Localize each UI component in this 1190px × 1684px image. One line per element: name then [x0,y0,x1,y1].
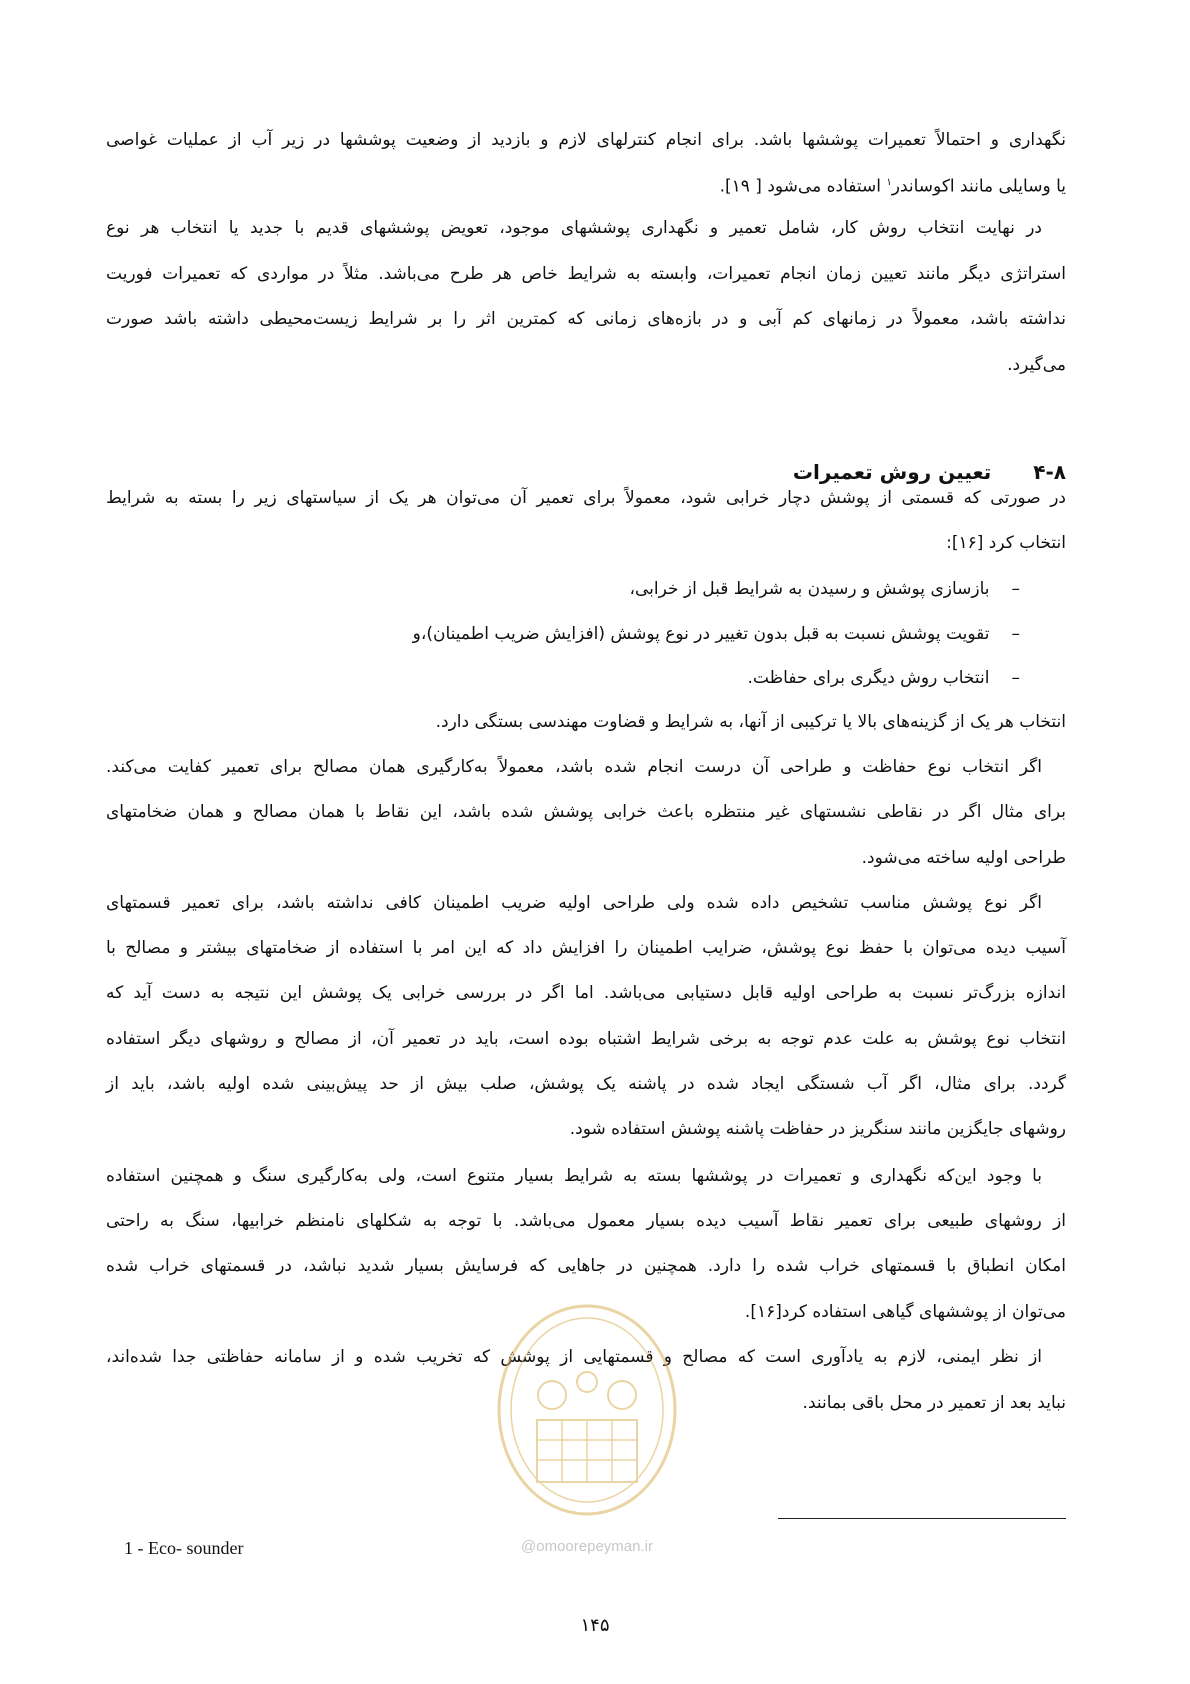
paragraph-2-line-1: در نهایت انتخاب روش کار، شامل تعمیر و نگهداری پوششهای موجود، تعویض پوششهای قدیم با جدید یا انتخاب هر نوع [106,218,1042,238]
paragraph-6-line-3: اندازه بزرگ‌تر نسبت به طراحی اولیه قابل دستیابی می‌باشد. اما اگر در بررسی خرابی یک پوشش این نتیجه به دست آید که [106,983,1066,1003]
paragraph-6-line-2: آسیب دیده می‌توان با حفظ نوع پوشش، ضرایب اطمینان را افزایش داد که این امر با استفاده از ضخامتهای بیشتر و مصالح با [106,938,1066,958]
paragraph-7-line-3: امکان انطباق با قسمتهای خراب شده را دارد. همچنین در جاهایی که فرسایش بسیار شدید نباشد، در قسمتهای خراب شده [106,1256,1066,1276]
paragraph-1-line-2 [106,170,1066,200]
section-heading [793,457,1066,487]
paragraph-3-line-1: در صورتی که قسمتی از پوشش دچار خرابی شود، معمولاً برای تعمیر آن می‌توان هر یک از سیاستهای زیر را بسته به شرایط [106,488,1066,508]
paragraph-6-line-5: گردد. برای مثال، اگر آب شستگی ایجاد شده در پاشنه یک پوشش، صلب بیش از حد پیش‌بینی شده اولیه باشد، باید از [106,1074,1066,1094]
seal-icon [492,1300,682,1532]
paragraph-7-line-4: می‌توان از پوششهای گیاهی استفاده کرد[۱۶]. [744,1302,1066,1322]
paragraph-2-line-3: نداشته باشد، معمولاً در زمانهای کم آبی و در بازه‌های زمانی که کمترین اثر را بر شرایط زیست‌محیطی داشته باشد صورت [106,309,1066,329]
paragraph-2-line-4: می‌گیرد. [1007,355,1066,375]
paragraph-1-line-1: نگهداری و احتمالاً تعمیرات پوششها باشد. برای انجام کنترلهای لازم و بازدید از وضعیت پوششها در زیر آب از عملیات غواصی [106,130,1066,150]
bullet-dash: – [1011,668,1020,688]
bullet-text: بازسازی پوشش و رسیدن به شرایط قبل از خرابی، [629,579,990,599]
paragraph-4-line-1: انتخاب هر یک از گزینه‌های بالا یا ترکیبی از آنها، به شرایط و قضاوت مهندسی بستگی دارد. [435,712,1066,732]
footnote-divider [778,1518,1066,1519]
bullet-item [748,665,1020,691]
page-number: ۱۴۵ [580,1615,610,1636]
paragraph-3-line-2: انتخاب کرد [۱۶]: [946,533,1066,553]
section-number: ۴-۸ [1033,460,1066,484]
watermark-url: @omoorepeyman.ir [521,1538,653,1555]
bullet-item [629,576,1020,602]
bullet-text: تقویت پوشش نسبت به قبل بدون تغییر در نوع پوشش (افزایش ضریب اطمینان)،و [412,624,990,644]
paragraph-7-line-1: با وجود این‌که نگهداری و تعمیرات در پوششها بسته به شرایط بسیار متنوع است، ولی به‌کارگیری سنگ و همچنین استفاده [106,1166,1042,1186]
paragraph-5-line-3: طراحی اولیه ساخته می‌شود. [861,848,1066,868]
footnote-text: 1 - Eco- sounder [124,1538,244,1558]
bullet-dash: – [1011,579,1020,599]
section-title: تعیین روش تعمیرات [792,460,992,484]
bullet-text: انتخاب روش دیگری برای حفاظت. [747,668,990,688]
paragraph-5-line-1: اگر انتخاب نوع حفاظت و طراحی آن درست انجام شده باشد، معمولاً به‌کارگیری همان مصالح برای تعمیر کفایت می‌کند. [106,757,1042,777]
paragraph-7-line-2: از روشهای طبیعی برای تعمیر نقاط آسیب دیده بسیار معمول می‌باشد. با توجه به شکلهای نامنظم خرابیها، سنگ به راحتی [106,1211,1066,1231]
footnote-reference: ۱ [886,177,892,188]
paragraph-1-line-2-text: یا وسایلی مانند اکوساندر [891,176,1066,197]
paragraph-2-line-2: استراتژی دیگر مانند تعیین زمان انجام تعمیرات، وابسته به شرایط خاص هر طرح می‌باشد. مثلاً در مواردی که تعمیرات فوریت [106,264,1066,284]
paragraph-6-line-4: انتخاب نوع پوشش به علت عدم توجه به برخی شرایط اشتباه بوده است، باید در تعمیر آن، از مصالح و روشهای دیگر استفاده [106,1029,1066,1049]
paragraph-5-line-2: برای مثال اگر در نقاطی نشستهای غیر منتظره باعث خرابی پوشش شده باشد، این نقاط با همان مصالح و همان ضخامتهای [106,802,1066,822]
paragraph-8-line-1: از نظر ایمنی، لازم به یادآوری است که مصالح و قسمتهایی از پوشش که تخریب شده و از سامانه حفاظتی جدا شده‌اند، [106,1347,1042,1367]
paragraph-1-line-2-end: استفاده می‌شود [ ۱۹]. [719,176,887,197]
watermark-logo [492,1300,682,1555]
paragraph-6-line-1: اگر نوع پوشش مناسب تشخیص داده شده ولی طراحی اولیه ضریب اطمینان کافی نداشته باشد، برای تعمیر قسمتهای [106,893,1042,913]
bullet-dash: – [1011,624,1020,644]
bullet-item [413,621,1020,647]
paragraph-8-line-2: نباید بعد از تعمیر در محل باقی بمانند. [802,1393,1066,1413]
paragraph-6-line-6: روشهای جایگزین مانند سنگریز در حفاظت پاشنه پوشش استفاده شود. [569,1119,1066,1139]
